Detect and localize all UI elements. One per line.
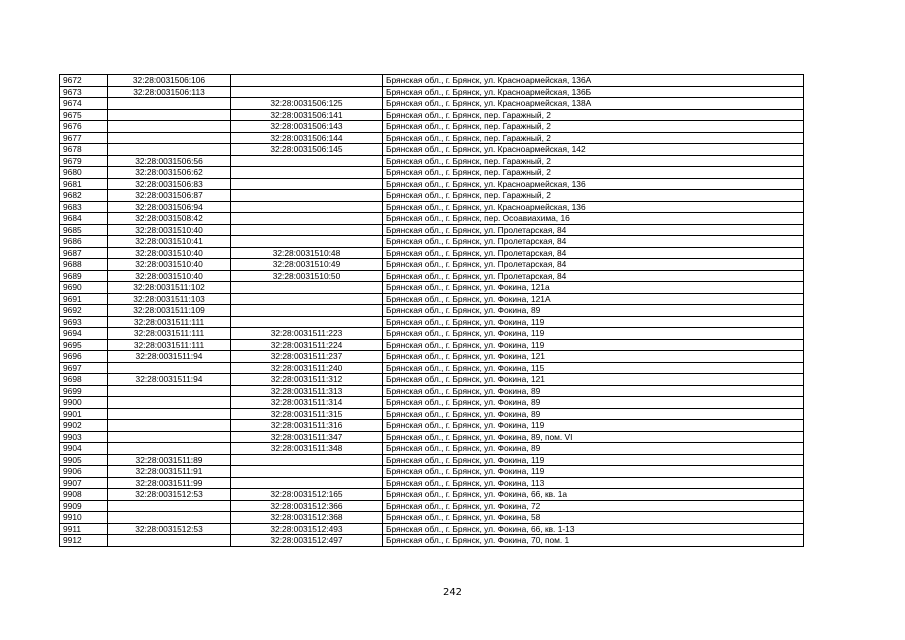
row-number-cell: 9697 (60, 362, 108, 374)
address-cell: Брянская обл., г. Брянск, ул. Фокина, 119 (383, 316, 804, 328)
address-cell: Брянская обл., г. Брянск, ул. Фокина, 119 (383, 466, 804, 478)
row-number-cell: 9699 (60, 385, 108, 397)
row-number-cell: 9677 (60, 132, 108, 144)
address-cell: Брянская обл., г. Брянск, пер. Гаражный, 2 (383, 132, 804, 144)
land-cadastral-number-cell: 32:28:0031511:111 (108, 339, 231, 351)
row-number-cell: 9696 (60, 351, 108, 363)
row-number-cell: 9682 (60, 190, 108, 202)
address-cell: Брянская обл., г. Брянск, ул. Пролетарская, 84 (383, 270, 804, 282)
object-cadastral-number-cell: 32:28:0031511:224 (231, 339, 383, 351)
table-row (60, 282, 804, 294)
address-cell: Брянская обл., г. Брянск, ул. Фокина, 119 (383, 339, 804, 351)
table-row (60, 247, 804, 259)
land-cadastral-number-cell: 32:28:0031511:109 (108, 305, 231, 317)
object-cadastral-number-cell (231, 466, 383, 478)
land-cadastral-number-cell (108, 431, 231, 443)
land-cadastral-number-cell: 32:28:0031510:40 (108, 270, 231, 282)
table-row (60, 259, 804, 271)
address-cell: Брянская обл., г. Брянск, ул. Фокина, 89, пом. VI (383, 431, 804, 443)
object-cadastral-number-cell: 32:28:0031512:497 (231, 535, 383, 547)
object-cadastral-number-cell (231, 75, 383, 87)
address-cell: Брянская обл., г. Брянск, ул. Фокина, 113 (383, 477, 804, 489)
table-row (60, 489, 804, 501)
row-number-cell: 9904 (60, 443, 108, 455)
object-cadastral-number-cell (231, 454, 383, 466)
registry-table-body (60, 75, 804, 547)
table-row (60, 98, 804, 110)
address-cell: Брянская обл., г. Брянск, ул. Фокина, 89 (383, 408, 804, 420)
land-cadastral-number-cell (108, 385, 231, 397)
address-cell: Брянская обл., г. Брянск, ул. Красноармейская, 136 (383, 201, 804, 213)
land-cadastral-number-cell: 32:28:0031511:102 (108, 282, 231, 294)
row-number-cell: 9695 (60, 339, 108, 351)
row-number-cell: 9909 (60, 500, 108, 512)
table-row (60, 132, 804, 144)
address-cell: Брянская обл., г. Брянск, ул. Пролетарская, 84 (383, 247, 804, 259)
table-row (60, 443, 804, 455)
object-cadastral-number-cell (231, 167, 383, 179)
address-cell: Брянская обл., г. Брянск, пер. Гаражный, 2 (383, 190, 804, 202)
object-cadastral-number-cell (231, 155, 383, 167)
object-cadastral-number-cell (231, 236, 383, 248)
table-row (60, 190, 804, 202)
address-cell: Брянская обл., г. Брянск, ул. Красноармейская, 136Б (383, 86, 804, 98)
address-cell: Брянская обл., г. Брянск, ул. Пролетарская, 84 (383, 236, 804, 248)
object-cadastral-number-cell: 32:28:0031510:49 (231, 259, 383, 271)
address-cell: Брянская обл., г. Брянск, ул. Фокина, 89 (383, 305, 804, 317)
object-cadastral-number-cell (231, 316, 383, 328)
land-cadastral-number-cell: 32:28:0031506:83 (108, 178, 231, 190)
row-number-cell: 9690 (60, 282, 108, 294)
table-row (60, 201, 804, 213)
land-cadastral-number-cell: 32:28:0031506:113 (108, 86, 231, 98)
row-number-cell: 9681 (60, 178, 108, 190)
object-cadastral-number-cell: 32:28:0031511:348 (231, 443, 383, 455)
object-cadastral-number-cell (231, 477, 383, 489)
address-cell: Брянская обл., г. Брянск, ул. Фокина, 72 (383, 500, 804, 512)
land-cadastral-number-cell (108, 443, 231, 455)
address-cell: Брянская обл., г. Брянск, ул. Пролетарская, 84 (383, 224, 804, 236)
land-cadastral-number-cell: 32:28:0031506:87 (108, 190, 231, 202)
table-row (60, 374, 804, 386)
row-number-cell: 9908 (60, 489, 108, 501)
address-cell: Брянская обл., г. Брянск, ул. Фокина, 66, кв. 1а (383, 489, 804, 501)
object-cadastral-number-cell: 32:28:0031512:366 (231, 500, 383, 512)
object-cadastral-number-cell (231, 282, 383, 294)
table-row (60, 535, 804, 547)
land-cadastral-number-cell: 32:28:0031510:41 (108, 236, 231, 248)
address-cell: Брянская обл., г. Брянск, ул. Фокина, 121а (383, 282, 804, 294)
land-cadastral-number-cell (108, 362, 231, 374)
row-number-cell: 9903 (60, 431, 108, 443)
address-cell: Брянская обл., г. Брянск, пер. Гаражный, 2 (383, 121, 804, 133)
table-row (60, 305, 804, 317)
land-cadastral-number-cell (108, 109, 231, 121)
row-number-cell: 9691 (60, 293, 108, 305)
row-number-cell: 9902 (60, 420, 108, 432)
row-number-cell: 9686 (60, 236, 108, 248)
object-cadastral-number-cell (231, 305, 383, 317)
table-row (60, 155, 804, 167)
row-number-cell: 9906 (60, 466, 108, 478)
table-row (60, 316, 804, 328)
registry-table (59, 74, 804, 547)
land-cadastral-number-cell (108, 535, 231, 547)
row-number-cell: 9685 (60, 224, 108, 236)
table-row (60, 328, 804, 340)
row-number-cell: 9683 (60, 201, 108, 213)
table-row (60, 75, 804, 87)
row-number-cell: 9905 (60, 454, 108, 466)
table-row (60, 420, 804, 432)
row-number-cell: 9912 (60, 535, 108, 547)
land-cadastral-number-cell: 32:28:0031510:40 (108, 224, 231, 236)
object-cadastral-number-cell (231, 213, 383, 225)
address-cell: Брянская обл., г. Брянск, ул. Красноармейская, 142 (383, 144, 804, 156)
table-row (60, 431, 804, 443)
land-cadastral-number-cell (108, 408, 231, 420)
table-row (60, 121, 804, 133)
table-row (60, 224, 804, 236)
address-cell: Брянская обл., г. Брянск, ул. Фокина, 58 (383, 512, 804, 524)
land-cadastral-number-cell (108, 98, 231, 110)
row-number-cell: 9693 (60, 316, 108, 328)
address-cell: Брянская обл., г. Брянск, ул. Фокина, 119 (383, 328, 804, 340)
land-cadastral-number-cell: 32:28:0031511:89 (108, 454, 231, 466)
row-number-cell: 9688 (60, 259, 108, 271)
land-cadastral-number-cell: 32:28:0031512:53 (108, 489, 231, 501)
address-cell: Брянская обл., г. Брянск, пер. Осоавиахима, 16 (383, 213, 804, 225)
table-row (60, 270, 804, 282)
table-row (60, 408, 804, 420)
land-cadastral-number-cell (108, 397, 231, 409)
object-cadastral-number-cell: 32:28:0031510:48 (231, 247, 383, 259)
land-cadastral-number-cell: 32:28:0031510:40 (108, 259, 231, 271)
land-cadastral-number-cell: 32:28:0031511:103 (108, 293, 231, 305)
table-row (60, 167, 804, 179)
land-cadastral-number-cell: 32:28:0031506:94 (108, 201, 231, 213)
table-row (60, 339, 804, 351)
land-cadastral-number-cell: 32:28:0031511:99 (108, 477, 231, 489)
table-row (60, 144, 804, 156)
land-cadastral-number-cell: 32:28:0031510:40 (108, 247, 231, 259)
land-cadastral-number-cell: 32:28:0031511:91 (108, 466, 231, 478)
land-cadastral-number-cell: 32:28:0031511:94 (108, 351, 231, 363)
row-number-cell: 9698 (60, 374, 108, 386)
row-number-cell: 9680 (60, 167, 108, 179)
address-cell: Брянская обл., г. Брянск, ул. Фокина, 89 (383, 397, 804, 409)
object-cadastral-number-cell: 32:28:0031511:313 (231, 385, 383, 397)
land-cadastral-number-cell (108, 132, 231, 144)
land-cadastral-number-cell (108, 420, 231, 432)
row-number-cell: 9687 (60, 247, 108, 259)
row-number-cell: 9672 (60, 75, 108, 87)
row-number-cell: 9901 (60, 408, 108, 420)
object-cadastral-number-cell: 32:28:0031512:368 (231, 512, 383, 524)
land-cadastral-number-cell (108, 512, 231, 524)
table-row (60, 351, 804, 363)
object-cadastral-number-cell: 32:28:0031506:144 (231, 132, 383, 144)
table-row (60, 477, 804, 489)
table-row (60, 385, 804, 397)
table-row (60, 293, 804, 305)
land-cadastral-number-cell: 32:28:0031506:62 (108, 167, 231, 179)
object-cadastral-number-cell (231, 178, 383, 190)
row-number-cell: 9689 (60, 270, 108, 282)
land-cadastral-number-cell: 32:28:0031508:42 (108, 213, 231, 225)
object-cadastral-number-cell: 32:28:0031511:240 (231, 362, 383, 374)
address-cell: Брянская обл., г. Брянск, ул. Фокина, 66, кв. 1-13 (383, 523, 804, 535)
object-cadastral-number-cell: 32:28:0031511:316 (231, 420, 383, 432)
row-number-cell: 9675 (60, 109, 108, 121)
object-cadastral-number-cell (231, 86, 383, 98)
address-cell: Брянская обл., г. Брянск, ул. Фокина, 89 (383, 443, 804, 455)
page-number: 242 (442, 587, 463, 598)
table-row (60, 466, 804, 478)
object-cadastral-number-cell: 32:28:0031506:143 (231, 121, 383, 133)
row-number-cell: 9676 (60, 121, 108, 133)
object-cadastral-number-cell (231, 224, 383, 236)
object-cadastral-number-cell: 32:28:0031511:314 (231, 397, 383, 409)
table-row (60, 178, 804, 190)
address-cell: Брянская обл., г. Брянск, ул. Фокина, 115 (383, 362, 804, 374)
address-cell: Брянская обл., г. Брянск, ул. Красноармейская, 136А (383, 75, 804, 87)
address-cell: Брянская обл., г. Брянск, пер. Гаражный, 2 (383, 167, 804, 179)
table-row (60, 454, 804, 466)
address-cell: Брянская обл., г. Брянск, ул. Красноармейская, 136 (383, 178, 804, 190)
row-number-cell: 9679 (60, 155, 108, 167)
object-cadastral-number-cell: 32:28:0031506:141 (231, 109, 383, 121)
row-number-cell: 9678 (60, 144, 108, 156)
row-number-cell: 9900 (60, 397, 108, 409)
table-row (60, 500, 804, 512)
land-cadastral-number-cell (108, 500, 231, 512)
object-cadastral-number-cell: 32:28:0031510:50 (231, 270, 383, 282)
object-cadastral-number-cell (231, 293, 383, 305)
object-cadastral-number-cell: 32:28:0031511:223 (231, 328, 383, 340)
land-cadastral-number-cell: 32:28:0031512:53 (108, 523, 231, 535)
table-row (60, 523, 804, 535)
land-cadastral-number-cell (108, 144, 231, 156)
object-cadastral-number-cell: 32:28:0031511:315 (231, 408, 383, 420)
address-cell: Брянская обл., г. Брянск, ул. Фокина, 70, пом. 1 (383, 535, 804, 547)
table-row (60, 362, 804, 374)
address-cell: Брянская обл., г. Брянск, ул. Фокина, 121 (383, 374, 804, 386)
land-cadastral-number-cell: 32:28:0031511:94 (108, 374, 231, 386)
table-row (60, 236, 804, 248)
object-cadastral-number-cell (231, 190, 383, 202)
row-number-cell: 9907 (60, 477, 108, 489)
row-number-cell: 9692 (60, 305, 108, 317)
row-number-cell: 9911 (60, 523, 108, 535)
table-row (60, 213, 804, 225)
address-cell: Брянская обл., г. Брянск, ул. Фокина, 121 (383, 351, 804, 363)
object-cadastral-number-cell: 32:28:0031506:125 (231, 98, 383, 110)
address-cell: Брянская обл., г. Брянск, пер. Гаражный, 2 (383, 109, 804, 121)
address-cell: Брянская обл., г. Брянск, ул. Фокина, 119 (383, 420, 804, 432)
address-cell: Брянская обл., г. Брянск, ул. Красноармейская, 138А (383, 98, 804, 110)
row-number-cell: 9684 (60, 213, 108, 225)
address-cell: Брянская обл., г. Брянск, ул. Пролетарская, 84 (383, 259, 804, 271)
row-number-cell: 9910 (60, 512, 108, 524)
land-cadastral-number-cell: 32:28:0031511:111 (108, 316, 231, 328)
table-row (60, 109, 804, 121)
object-cadastral-number-cell: 32:28:0031512:493 (231, 523, 383, 535)
address-cell: Брянская обл., г. Брянск, ул. Фокина, 121А (383, 293, 804, 305)
address-cell: Брянская обл., г. Брянск, ул. Фокина, 89 (383, 385, 804, 397)
object-cadastral-number-cell: 32:28:0031511:347 (231, 431, 383, 443)
address-cell: Брянская обл., г. Брянск, пер. Гаражный, 2 (383, 155, 804, 167)
table-row (60, 397, 804, 409)
row-number-cell: 9694 (60, 328, 108, 340)
land-cadastral-number-cell: 32:28:0031511:111 (108, 328, 231, 340)
object-cadastral-number-cell: 32:28:0031512:165 (231, 489, 383, 501)
table-row (60, 512, 804, 524)
object-cadastral-number-cell (231, 201, 383, 213)
table-row (60, 86, 804, 98)
land-cadastral-number-cell: 32:28:0031506:56 (108, 155, 231, 167)
object-cadastral-number-cell: 32:28:0031506:145 (231, 144, 383, 156)
row-number-cell: 9674 (60, 98, 108, 110)
object-cadastral-number-cell: 32:28:0031511:312 (231, 374, 383, 386)
land-cadastral-number-cell (108, 121, 231, 133)
address-cell: Брянская обл., г. Брянск, ул. Фокина, 119 (383, 454, 804, 466)
object-cadastral-number-cell: 32:28:0031511:237 (231, 351, 383, 363)
row-number-cell: 9673 (60, 86, 108, 98)
land-cadastral-number-cell: 32:28:0031506:106 (108, 75, 231, 87)
